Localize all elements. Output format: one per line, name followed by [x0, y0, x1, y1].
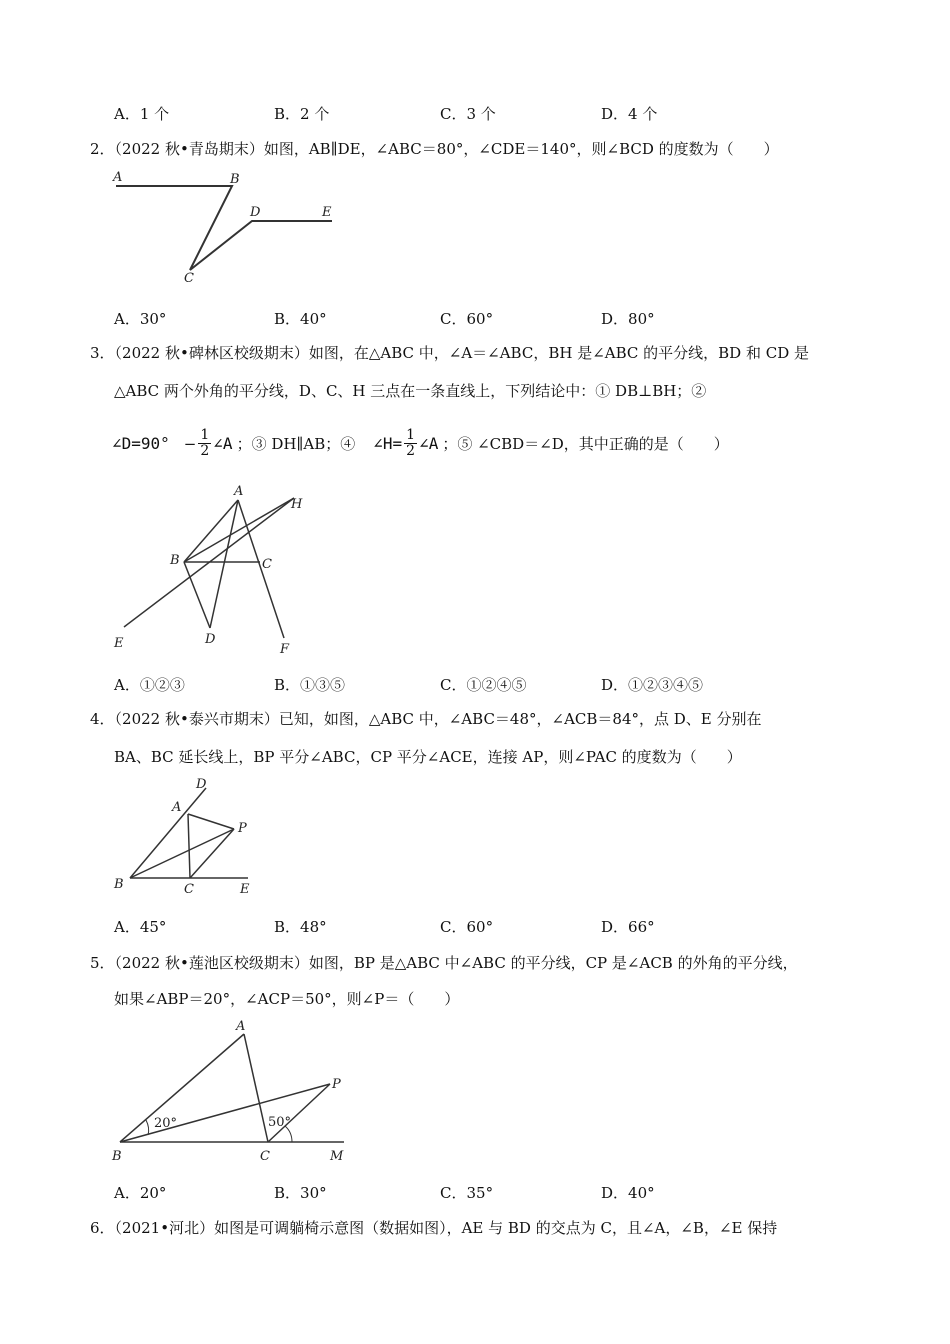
q3-stem-line1: 3．（2022 秋•碑林区校级期末）如图，在△ABC 中，∠A＝∠ABC，BH 是∠ABC 的平分线，BD 和 CD 是 [90, 344, 810, 362]
q5-option-b: B．30° [274, 1184, 327, 1202]
q2-label-d: D [250, 205, 261, 220]
q3-label-a: A [234, 484, 244, 499]
q2-label-a: A [113, 170, 123, 185]
q3-figure [108, 482, 318, 658]
q3-frac2-den: 2 [406, 443, 416, 459]
q3-label-f: F [280, 642, 290, 657]
q2-stem: 2．（2022 秋•青岛期末）如图，AB∥DE，∠ABC＝80°，∠CDE＝140°，则∠BCD 的度数为（ ） [90, 140, 779, 158]
q3-stem-line2: △ABC 两个外角的平分线，D、C、H 三点在一条直线上，下列结论中：① DB⊥BH；② [114, 382, 707, 400]
q4-label-b: B [114, 877, 124, 892]
q3-label-h: H [291, 497, 303, 512]
q2-label-b: B [230, 172, 240, 187]
q1-option-d: D．4 个 [601, 105, 658, 123]
q3-angle-d: ∠D=90° [112, 434, 170, 453]
q4-label-p: P [238, 821, 247, 836]
q5-label-m: M [330, 1149, 344, 1164]
q5-angle-50: 50° [268, 1115, 292, 1130]
q3-label-c: C [262, 557, 272, 572]
q2-label-c: C [184, 271, 194, 286]
q5-stem-line2: 如果∠ABP＝20°，∠ACP＝50°，则∠P＝（ ） [114, 990, 460, 1008]
q3-fraction-2 [404, 428, 417, 459]
q3-frac-num: 1 [200, 427, 210, 443]
q3-label-d: D [205, 632, 216, 647]
q5-label-b: B [112, 1149, 122, 1164]
q3-item5: ；⑤ ∠CBD＝∠D，其中正确的是（ ） [442, 435, 729, 453]
q1-option-b: B．2 个 [274, 105, 330, 123]
q3-label-b: B [170, 553, 180, 568]
q5-angle-20: 20° [154, 1116, 178, 1131]
q3-label-e: E [114, 636, 124, 651]
q3-option-a: A．①②③ [114, 676, 185, 694]
q2-figure [108, 164, 348, 290]
q4-label-d: D [196, 777, 207, 792]
q3-fraction-1 [198, 428, 211, 459]
q5-stem-line1: 5．（2022 秋•莲池区校级期末）如图，BP 是△ABC 中∠ABC 的平分线，CP 是∠ACB 的外角的平分线， [90, 954, 798, 972]
q5-label-a: A [236, 1019, 246, 1034]
q3-option-d: D．①②③④⑤ [601, 676, 704, 694]
q3-angle-h: ∠H= [373, 434, 403, 453]
q4-option-d: D．66° [601, 918, 655, 936]
q2-option-b: B．40° [274, 310, 327, 328]
q3-stem-line3 [112, 428, 729, 459]
q2-option-d: D．80° [601, 310, 655, 328]
q3-angle-a: ∠A [213, 434, 233, 453]
q2-label-e: E [322, 205, 332, 220]
q1-option-c: C．3 个 [440, 105, 496, 123]
q4-option-c: C．60° [440, 918, 494, 936]
q2-option-c: C．60° [440, 310, 494, 328]
q2-option-a: A．30° [114, 310, 167, 328]
q3-minus: − [183, 434, 197, 453]
q1-option-a: A．1 个 [114, 105, 170, 123]
q5-label-p: P [332, 1077, 341, 1092]
q4-label-e: E [240, 882, 250, 897]
q3-item3: ；③ DH∥AB；④ [236, 435, 356, 453]
q3-option-c: C．①②④⑤ [440, 676, 527, 694]
q3-frac-den: 2 [200, 443, 210, 459]
q3-frac2-num: 1 [406, 427, 416, 443]
q3-angle-a2: ∠A [419, 434, 439, 453]
q4-label-c: C [184, 882, 194, 897]
q4-stem-line2: BA、BC 延长线上，BP 平分∠ABC，CP 平分∠ACE，连接 AP，则∠PAC 的度数为（ ） [114, 748, 742, 766]
q3-option-b: B．①③⑤ [274, 676, 346, 694]
q4-label-a: A [172, 800, 182, 815]
q4-stem-line1: 4．（2022 秋•泰兴市期末）已知，如图，△ABC 中，∠ABC＝48°，∠ACB＝84°，点 D、E 分别在 [90, 710, 762, 728]
q4-option-b: B．48° [274, 918, 327, 936]
q4-figure [108, 774, 268, 900]
q6-stem-line1: 6．（2021•河北）如图是可调躺椅示意图（数据如图），AE 与 BD 的交点为 C，且∠A，∠B，∠E 保持 [90, 1219, 778, 1237]
q5-figure [108, 1016, 358, 1166]
q5-option-c: C．35° [440, 1184, 494, 1202]
q5-option-d: D．40° [601, 1184, 655, 1202]
q5-label-c: C [260, 1149, 270, 1164]
q4-option-a: A．45° [114, 918, 167, 936]
q5-option-a: A．20° [114, 1184, 167, 1202]
